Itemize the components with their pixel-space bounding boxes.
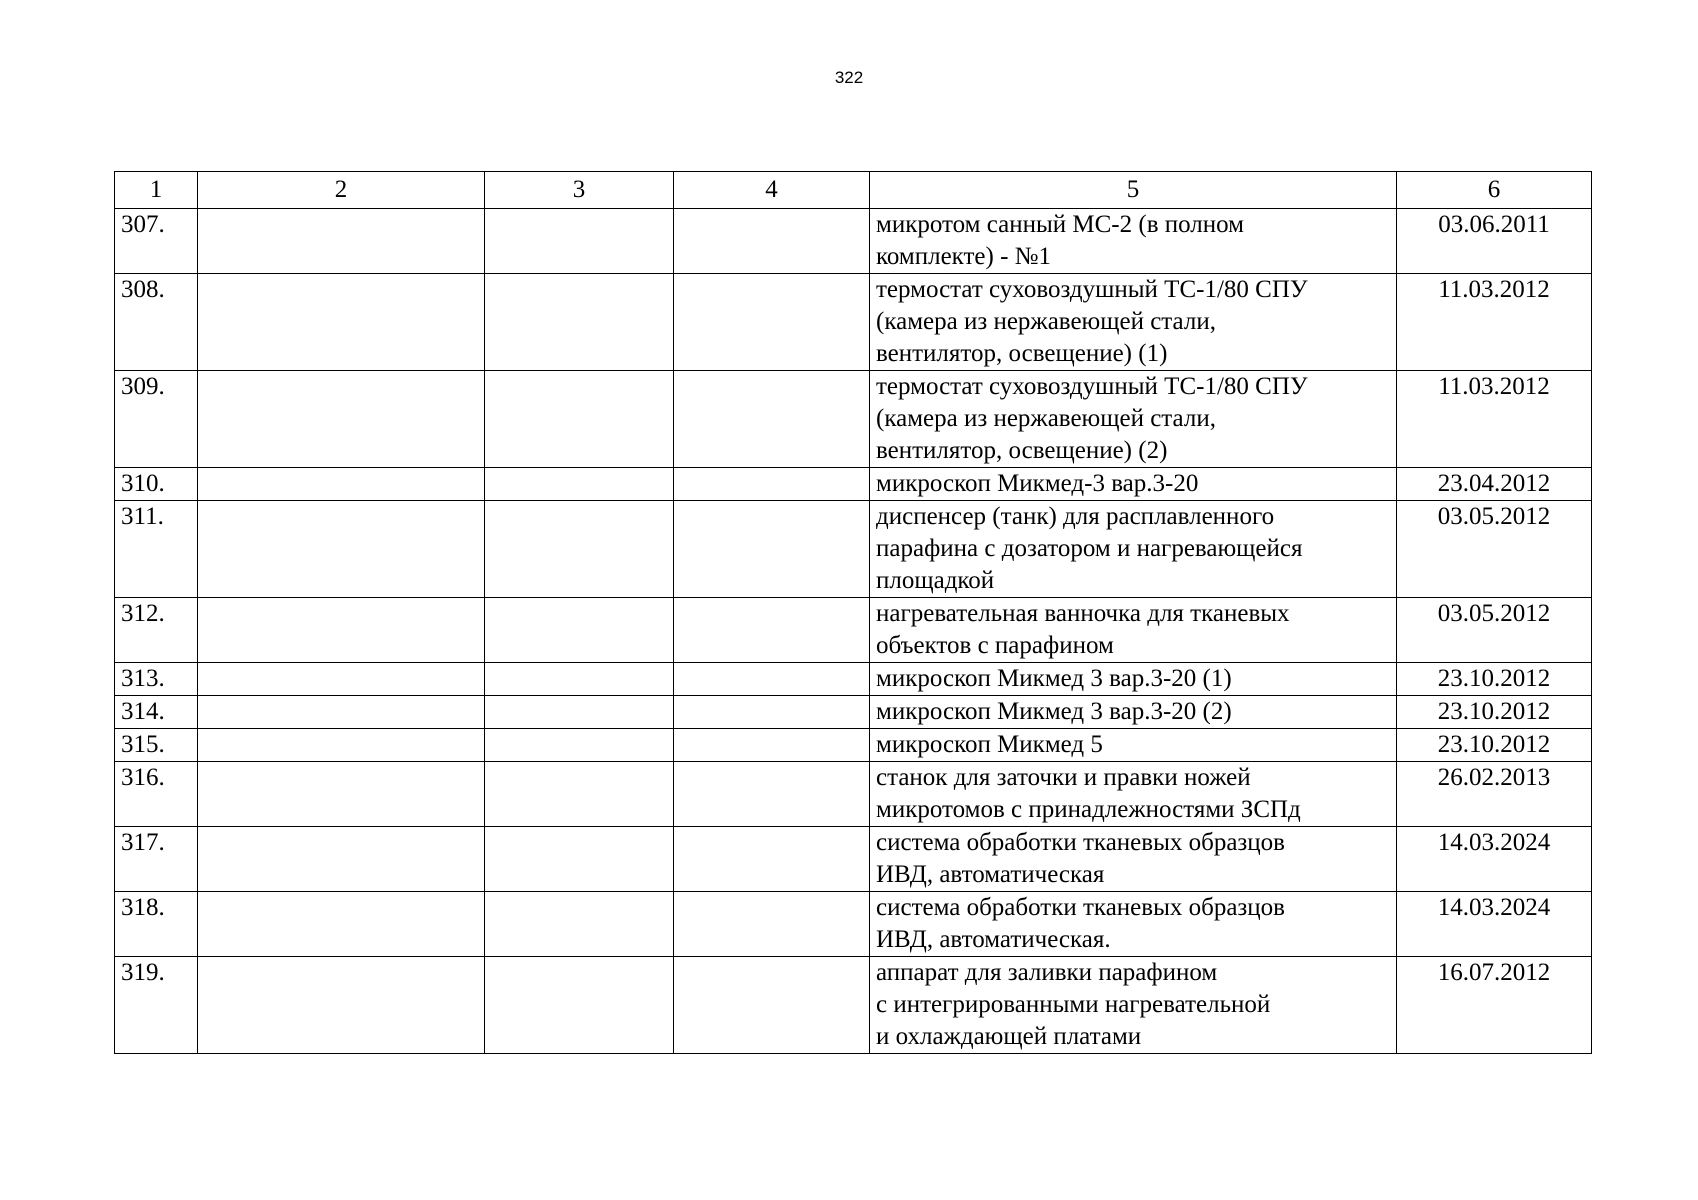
description-line: микротомов с принадлежностями ЗСПд	[876, 796, 1301, 823]
table-row	[115, 468, 1592, 501]
empty-cell	[485, 957, 674, 1054]
empty-cell	[198, 762, 485, 827]
commission-date: 16.07.2012	[1397, 957, 1592, 1054]
row-number: 316.	[115, 762, 198, 827]
empty-cell	[198, 696, 485, 729]
empty-cell	[674, 501, 870, 598]
empty-cell	[198, 827, 485, 892]
row-number: 311.	[115, 501, 198, 598]
empty-cell	[674, 827, 870, 892]
description-line: термостат суховоздушный ТС-1/80 СПУ	[876, 373, 1308, 400]
empty-cell	[674, 957, 870, 1054]
row-number: 318.	[115, 892, 198, 957]
column-header: 3	[485, 172, 674, 209]
empty-cell	[674, 209, 870, 274]
row-number: 313.	[115, 663, 198, 696]
empty-cell	[198, 501, 485, 598]
equipment-description	[870, 957, 1397, 1054]
table-row	[115, 696, 1592, 729]
description-line: диспенсер (танк) для расплавленного	[876, 503, 1275, 530]
commission-date: 23.04.2012	[1397, 468, 1592, 501]
commission-date: 14.03.2024	[1397, 892, 1592, 957]
description-line: нагревательная ванночка для тканевых	[876, 600, 1290, 627]
empty-cell	[674, 274, 870, 371]
description-line: (камера из нержавеющей стали,	[876, 405, 1216, 432]
empty-cell	[674, 696, 870, 729]
empty-cell	[485, 762, 674, 827]
equipment-description	[870, 663, 1397, 696]
empty-cell	[485, 274, 674, 371]
empty-cell	[674, 729, 870, 762]
row-number: 308.	[115, 274, 198, 371]
description-line: аппарат для заливки парафином	[876, 959, 1218, 986]
table-row	[115, 892, 1592, 957]
empty-cell	[485, 729, 674, 762]
description-line: и охлаждающей платами	[876, 1023, 1142, 1050]
table-row	[115, 827, 1592, 892]
equipment-description	[870, 762, 1397, 827]
empty-cell	[674, 598, 870, 663]
row-number: 314.	[115, 696, 198, 729]
page-number: 322	[834, 68, 864, 87]
commission-date: 23.10.2012	[1397, 729, 1592, 762]
column-header: 4	[674, 172, 870, 209]
table-row	[115, 663, 1592, 696]
description-line: система обработки тканевых образцов	[876, 894, 1285, 921]
empty-cell	[485, 663, 674, 696]
empty-cell	[674, 371, 870, 468]
equipment-description	[870, 468, 1397, 501]
description-line: парафина с дозатором и нагревающейся	[876, 535, 1303, 562]
description-line: микроскоп Микмед-3 вар.3-20	[876, 470, 1199, 497]
table-row	[115, 371, 1592, 468]
equipment-description	[870, 729, 1397, 762]
table-header-row	[115, 172, 1592, 209]
equipment-description	[870, 696, 1397, 729]
commission-date: 03.05.2012	[1397, 598, 1592, 663]
empty-cell	[674, 762, 870, 827]
commission-date: 11.03.2012	[1397, 371, 1592, 468]
description-line: микротом санный МС-2 (в полном	[876, 211, 1244, 238]
empty-cell	[198, 892, 485, 957]
empty-cell	[198, 209, 485, 274]
empty-cell	[198, 598, 485, 663]
description-line: вентилятор, освещение) (1)	[876, 340, 1168, 367]
table-row	[115, 762, 1592, 827]
description-line: вентилятор, освещение) (2)	[876, 437, 1168, 464]
commission-date: 26.02.2013	[1397, 762, 1592, 827]
commission-date: 14.03.2024	[1397, 827, 1592, 892]
description-line: станок для заточки и правки ножей	[876, 764, 1251, 791]
empty-cell	[485, 209, 674, 274]
commission-date: 11.03.2012	[1397, 274, 1592, 371]
description-line: микроскоп Микмед 3 вар.3-20 (1)	[876, 665, 1232, 692]
row-number: 312.	[115, 598, 198, 663]
equipment-description	[870, 892, 1397, 957]
empty-cell	[485, 468, 674, 501]
description-line: термостат суховоздушный ТС-1/80 СПУ	[876, 276, 1308, 303]
column-header: 6	[1397, 172, 1592, 209]
empty-cell	[485, 892, 674, 957]
equipment-description	[870, 274, 1397, 371]
empty-cell	[674, 468, 870, 501]
empty-cell	[485, 598, 674, 663]
commission-date: 23.10.2012	[1397, 663, 1592, 696]
description-line: микроскоп Микмед 5	[876, 731, 1103, 758]
empty-cell	[198, 371, 485, 468]
table-row	[115, 729, 1592, 762]
description-line: система обработки тканевых образцов	[876, 829, 1285, 856]
empty-cell	[674, 663, 870, 696]
empty-cell	[485, 371, 674, 468]
empty-cell	[485, 696, 674, 729]
description-line: с интегрированными нагревательной	[876, 991, 1271, 1018]
empty-cell	[198, 957, 485, 1054]
empty-cell	[198, 468, 485, 501]
description-line: (камера из нержавеющей стали,	[876, 308, 1216, 335]
row-number: 315.	[115, 729, 198, 762]
empty-cell	[674, 892, 870, 957]
row-number: 309.	[115, 371, 198, 468]
empty-cell	[485, 501, 674, 598]
commission-date: 03.06.2011	[1397, 209, 1592, 274]
column-header: 2	[198, 172, 485, 209]
equipment-table	[114, 171, 1592, 1054]
equipment-description	[870, 371, 1397, 468]
equipment-description	[870, 598, 1397, 663]
table-row	[115, 274, 1592, 371]
description-line: микроскоп Микмед 3 вар.3-20 (2)	[876, 698, 1232, 725]
column-header: 1	[115, 172, 198, 209]
description-line: площадкой	[876, 567, 995, 594]
description-line: ИВД, автоматическая.	[876, 926, 1111, 953]
row-number: 319.	[115, 957, 198, 1054]
equipment-description	[870, 827, 1397, 892]
description-line: объектов с парафином	[876, 632, 1114, 659]
row-number: 317.	[115, 827, 198, 892]
empty-cell	[198, 663, 485, 696]
equipment-description	[870, 209, 1397, 274]
commission-date: 23.10.2012	[1397, 696, 1592, 729]
table-row	[115, 209, 1592, 274]
empty-cell	[198, 729, 485, 762]
row-number: 307.	[115, 209, 198, 274]
table-row	[115, 598, 1592, 663]
table-row	[115, 501, 1592, 598]
table-row	[115, 957, 1592, 1054]
column-header: 5	[870, 172, 1397, 209]
description-line: комплекте) - №1	[876, 243, 1052, 270]
empty-cell	[198, 274, 485, 371]
row-number: 310.	[115, 468, 198, 501]
equipment-description	[870, 501, 1397, 598]
empty-cell	[485, 827, 674, 892]
commission-date: 03.05.2012	[1397, 501, 1592, 598]
description-line: ИВД, автоматическая	[876, 861, 1105, 888]
